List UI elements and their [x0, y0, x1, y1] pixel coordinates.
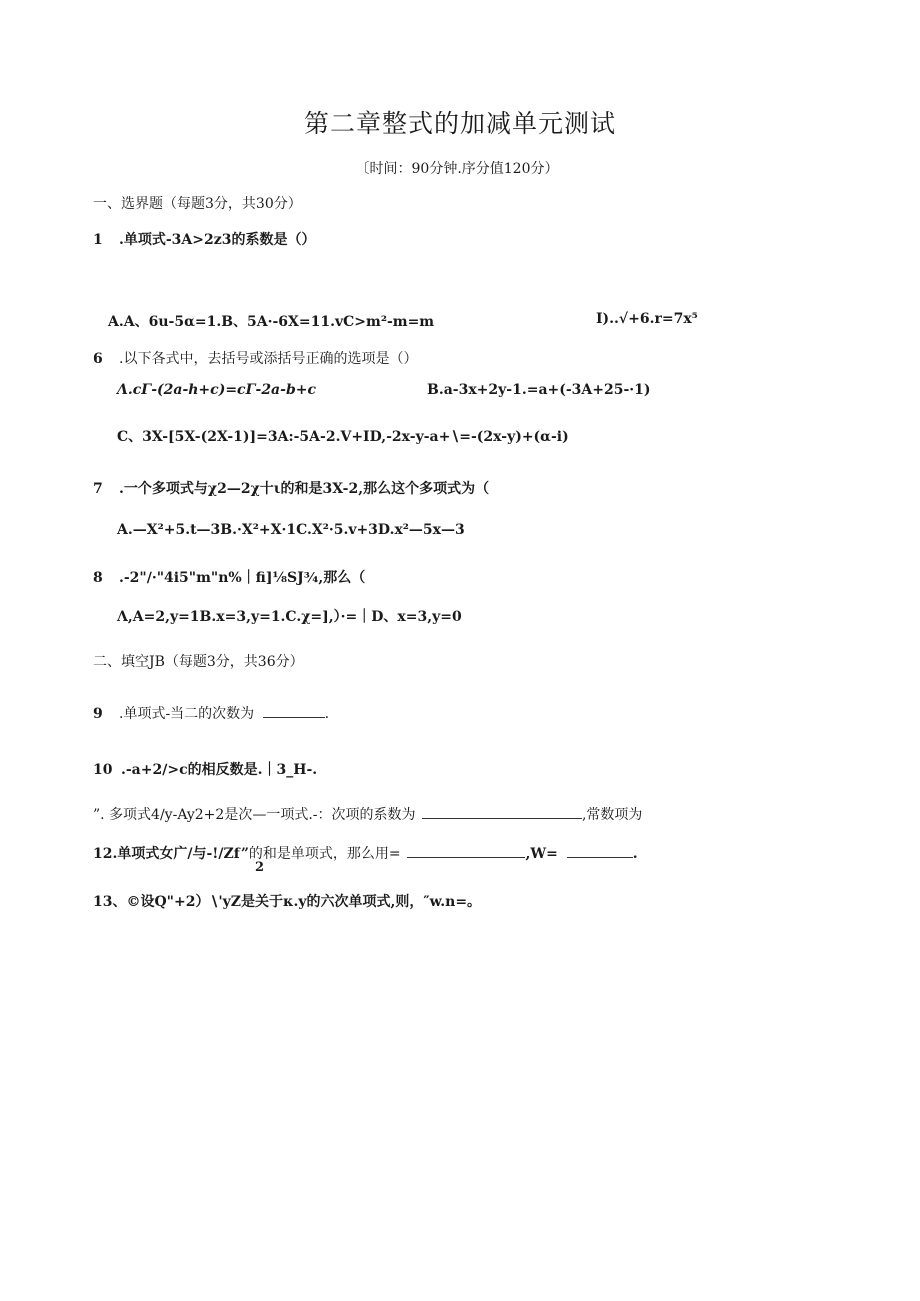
answer-blank[interactable] — [263, 705, 325, 718]
question-text-suffix: ,常数项为 — [581, 807, 643, 823]
question-text: 12.单项式女广/与-!/Zf” — [93, 846, 249, 862]
question-text-w: ,W= — [525, 846, 558, 862]
question-number: 9 — [93, 706, 103, 722]
question-number: 8 — [93, 570, 103, 586]
question-text: ”. 多项式4∕y-Ay2+2是次—一项式.-：次项的系数为 — [93, 807, 416, 823]
section-1-heading: 一、选界题（每题3分，共30分） — [93, 196, 302, 212]
question-end: . — [324, 706, 330, 722]
question-8 — [93, 567, 365, 587]
question-6-option-a: Λ.cΓ-(2a-h+c)=cΓ-2a-b+c — [117, 382, 316, 398]
question-7-options: A.—X²+5.t—3B.·X²+X·1C.X²·5.v+3D.x²—5x—3 — [117, 522, 465, 538]
question-1-options-left: A.A、6u-5α=1.B、5A·-6X=11.vC>m²-m=m — [108, 314, 435, 330]
question-number: 6 — [93, 351, 103, 367]
question-text-mid: 的和是单项式，那么用= — [248, 846, 401, 862]
question-text: .-2"∕·"4i5"m"n%｜fi]⅛SJ¾,那么（ — [119, 570, 366, 586]
question-12 — [93, 843, 638, 863]
question-7 — [93, 478, 489, 498]
question-text: .-a+2∕>c的相反数是.｜3_H-. — [121, 762, 318, 778]
question-text: .一个多项式与χ2—2χ十ι的和是3X-2,那么这个多项式为（ — [119, 481, 490, 497]
question-1-options-right: I)..√+6.r=7x⁵ — [596, 311, 698, 327]
question-number: 1 — [93, 232, 103, 248]
question-text: .以下各式中，去括号或添括号正确的选项是（） — [119, 351, 418, 367]
question-number: 7 — [93, 481, 103, 497]
answer-blank-m[interactable] — [407, 845, 525, 858]
question-10 — [93, 759, 317, 779]
question-6-option-b: B.a-3x+2y-1.=a+(-3A+25-·1) — [427, 382, 651, 398]
page-title: 第二章整式的加减单元测试 — [303, 109, 616, 138]
question-9 — [93, 703, 329, 723]
answer-blank[interactable] — [422, 806, 582, 819]
section-2-heading: 二、填空JB（每题3分，共36分） — [93, 654, 304, 670]
question-13: 13、©设Q"+2）∖'yZ是关于κ.y的六次单项式,则，″w.n=。 — [93, 894, 482, 910]
question-11 — [93, 804, 642, 824]
question-end: . — [632, 846, 638, 862]
question-text: .单项式-当二的次数为 — [119, 706, 255, 722]
question-text: .单项式-3A>2z3的系数是（） — [119, 232, 316, 248]
question-6-options-cd: C、3X-[5X-(2X-1)]=3A:-5A-2.V+ID,-2x-y-a+∖=-(2x-y)+(α-i) — [117, 429, 569, 445]
question-12-subscript: 2 — [255, 860, 265, 875]
question-6 — [93, 348, 417, 368]
question-8-options: Λ,A=2,y=1B.x=3,y=1.C.χ=],）·=｜D、x=3,y=0 — [117, 609, 462, 625]
question-number: 10 — [93, 762, 113, 778]
answer-blank-w[interactable] — [567, 845, 633, 858]
question-1 — [93, 229, 315, 249]
page-subtitle: 〔时间：90分钟.序分值120分） — [355, 161, 559, 177]
